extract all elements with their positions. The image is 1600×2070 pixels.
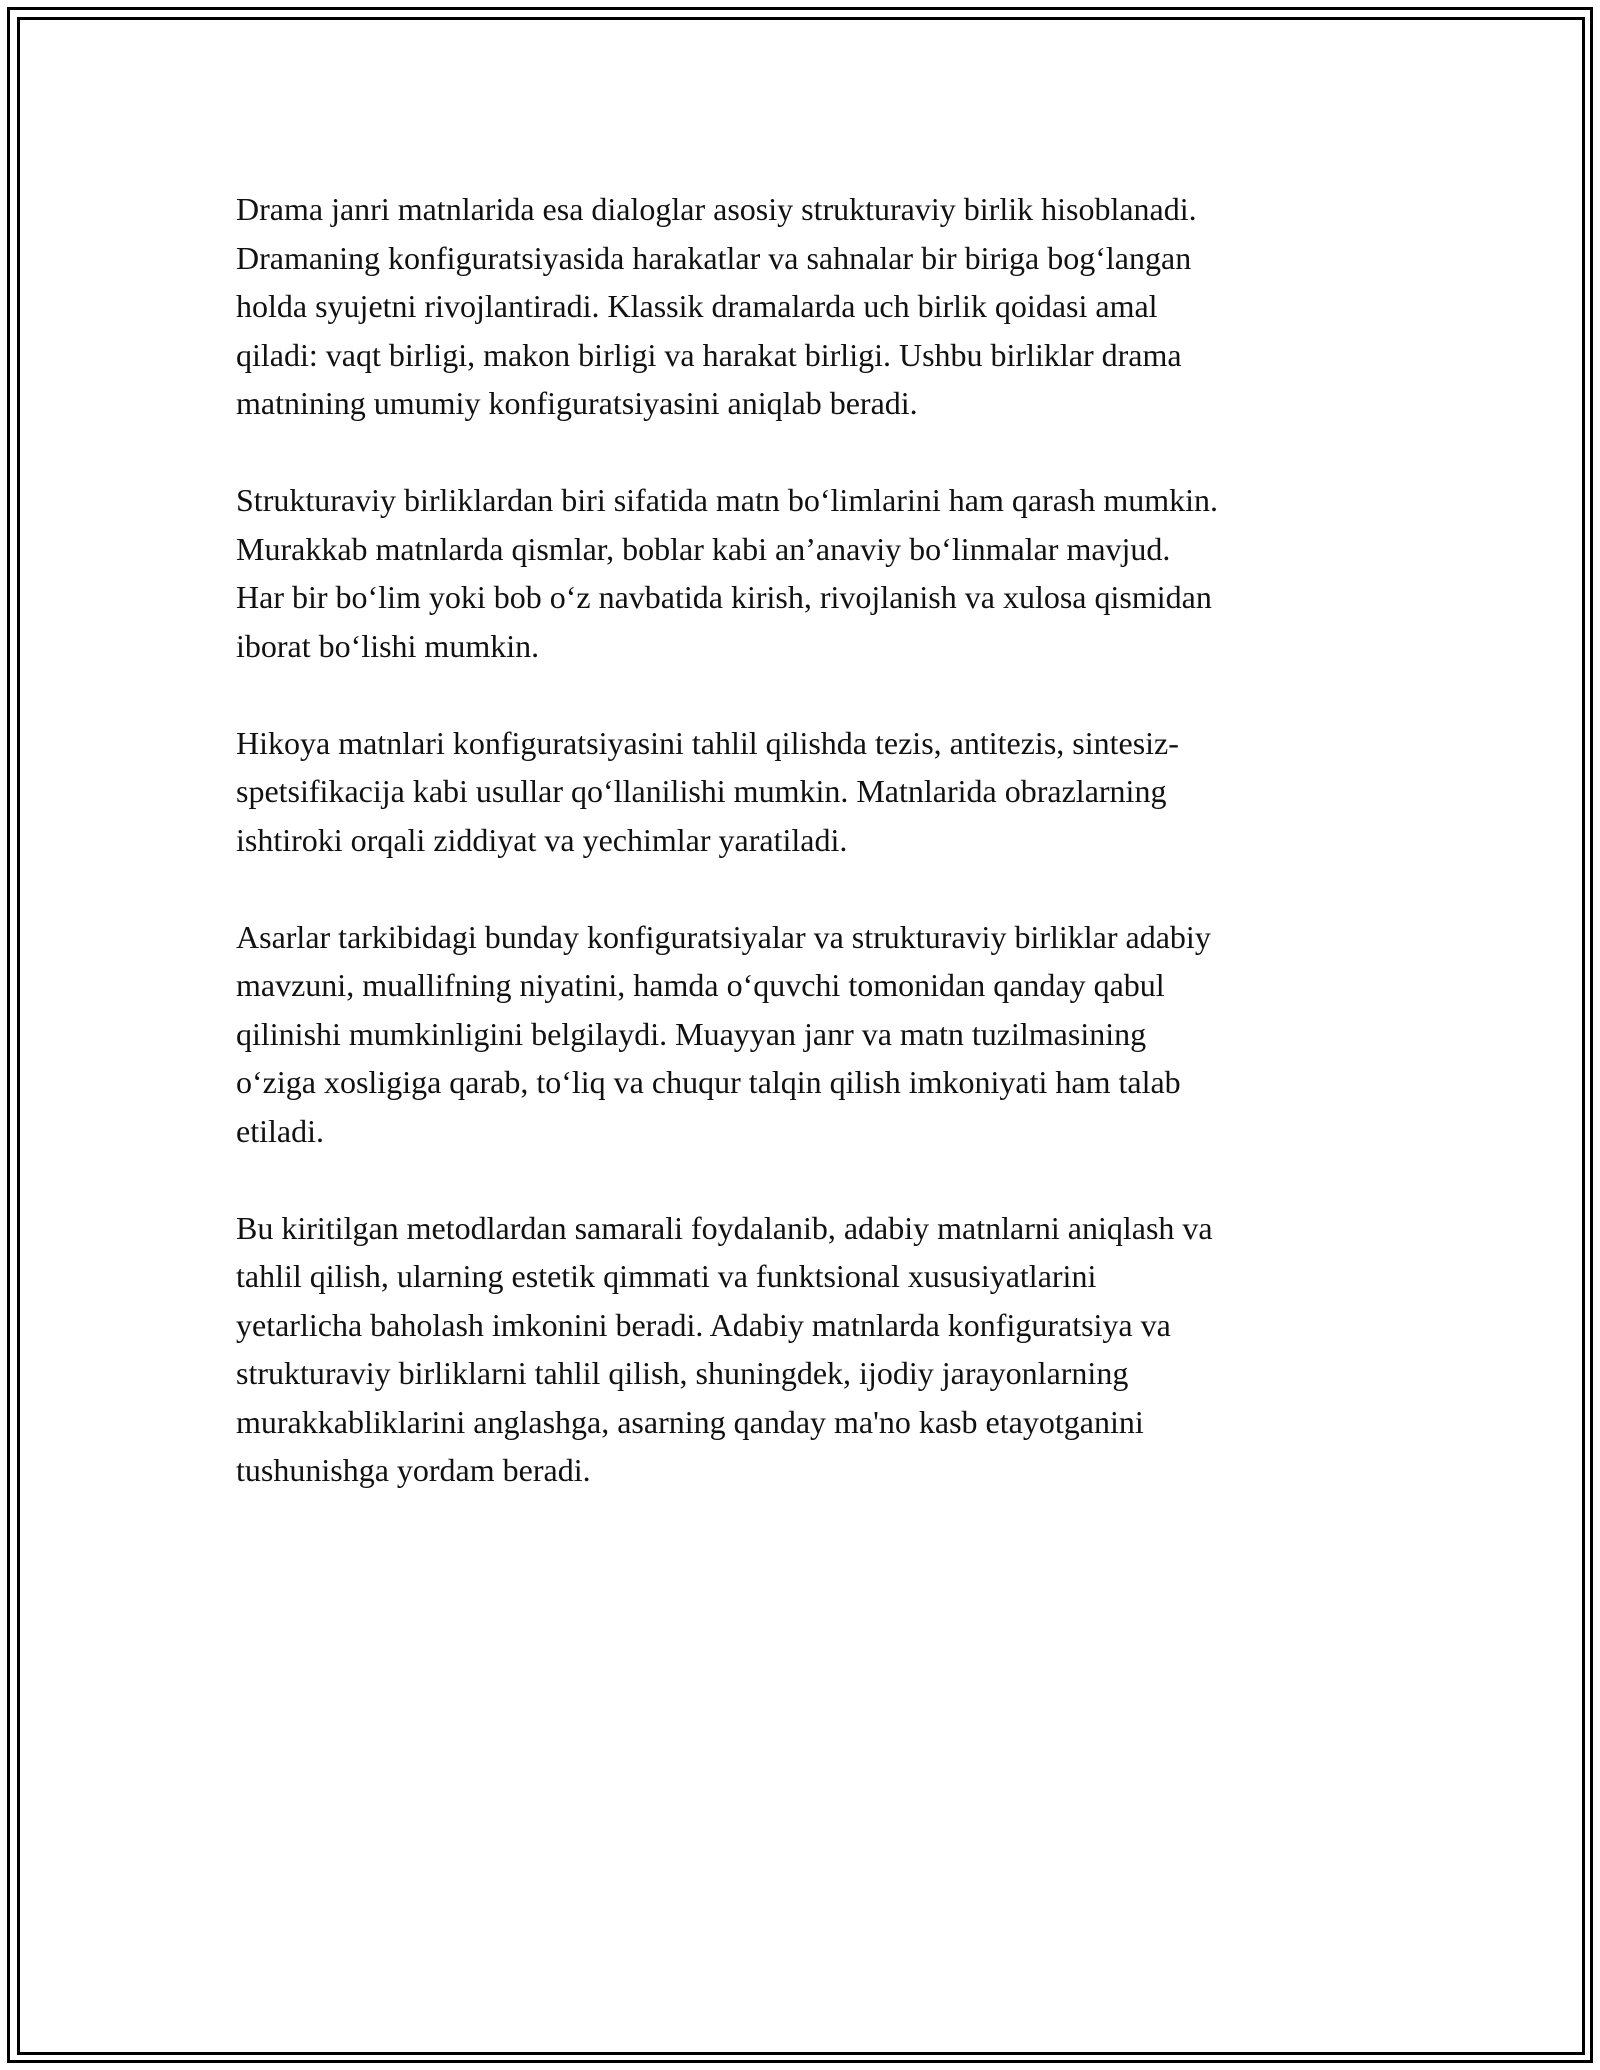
paragraph-configurations: Asarlar tarkibidagi bunday konfiguratsiyalar va strukturaviy birliklar adabiy mavzuni, muallifning niyatini, hamda o‘quvchi tomonidan qanday qabul qilinishi mumkinligini belgilaydi. Muayyan janr va matn tuzilmasining o‘ziga xosligiga qarab, to‘liq va chuqur talqin qilish imkoniyati ham talab etiladi. xyxy=(236,918,1211,1149)
paragraph-methods-conclusion: Bu kiritilgan metodlardan samarali foydalanib, adabiy matnlarni aniqlash va tahlil qilish, ularning estetik qimmati va funktsional xususiyatlarini yetarlicha baholash imkonini beradi. Adabiy matnlarda konfiguratsiya va strukturaviy birliklarni tahlil qilish, shuningdek, ijodiy jarayonlarning murakkabliklarini anglashga, asarning qanday ma'no kasb etayotganini tushunishga yordam beradi. xyxy=(236,1209,1213,1488)
paragraph-story-analysis: Hikoya matnlari konfiguratsiyasini tahlil qilishda tezis, antitezis, sintesiz- spetsifikacija kabi usullar qo‘llanilishi mumkin. Matnlarida obrazlarning ishtiroki orqali ziddiyat va yechimlar yaratiladi. xyxy=(236,724,1179,858)
paragraph-drama-dialogues: Drama janri matnlarida esa dialoglar asosiy strukturaviy birlik hisoblanadi. Dramaning konfiguratsiyasida harakatlar va sahnalar bir biriga bog‘langan holda syujetni rivojlantiradi. Klassik dramalarda uch birlik qoidasi amal qiladi: vaqt birligi, makon birligi va harakat birligi. Ushbu birliklar drama matnining umumiy konfiguratsiyasini aniqlab beradi. xyxy=(236,191,1197,421)
document-body xyxy=(236,185,1386,1543)
paragraph-text-sections: Strukturaviy birliklardan biri sifatida matn bo‘limlarini ham qarash mumkin. Murakkab matnlarda qismlar, boblar kabi an’anaviy bo‘linmalar mavjud. Har bir bo‘lim yoki bob o‘z navbatida kirish, rivojlanish va xulosa qismidan iborat bo‘lishi mumkin. xyxy=(236,482,1219,664)
